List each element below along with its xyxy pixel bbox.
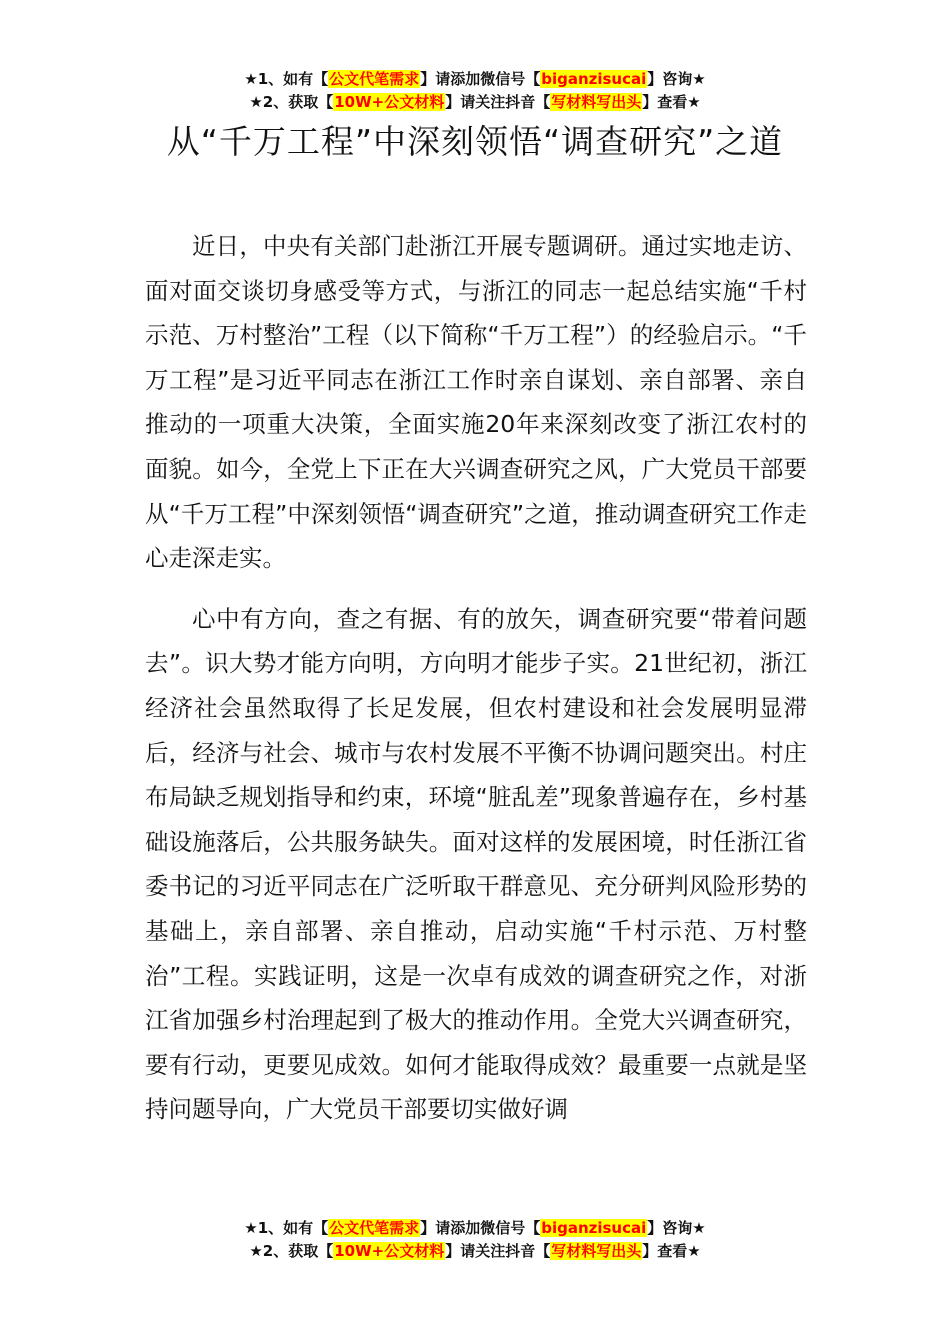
banner-text: 】查看★ [642,1242,701,1260]
banner-text: 】请添加微信号【 [420,1219,541,1237]
banner-text: ★1、如有【 [244,70,329,88]
header-banner-line-1 [0,68,950,91]
body-paragraph-2: 心中有方向，查之有据、有的放矢，调查研究要“带着问题去”。识大势才能方向明，方向明才能步子实。21世纪初，浙江经济社会虽然取得了长足发展，但农村建设和社会发展明显滞后，经济与社会、城市与农村发展不平衡不协调问题突出。村庄布局缺乏规划指导和约束，环境“脏乱差”现象普遍存在，乡村基础设施落后，公共服务缺失。面对这样的发展困境，时任浙江省委书记的习近平同志在广泛听取干群意见、充分研判风险形势的基础上，亲自部署、亲自推动，启动实施“千村示范、万村整治”工程。实践证明，这是一次卓有成效的调查研究之作，对浙江省加强乡村治理起到了极大的推动作用。全党大兴调查研究，要有行动，更要见成效。如何才能取得成效？最重要一点就是坚持问题导向，广大党员干部要切实做好调 [145,604,807,1124]
banner-highlight-materials: 10W+公文材料 [334,93,445,111]
document-body [145,224,807,1132]
banner-highlight-service: 公文代笔需求 [329,1219,420,1237]
footer-banner-line-2 [0,1240,950,1263]
banner-highlight-service: 公文代笔需求 [329,70,420,88]
footer-banner [0,1217,950,1263]
banner-text: 】咨询★ [647,70,706,88]
banner-text: ★2、获取【 [249,93,334,111]
banner-highlight-douyin: 写材料写出头 [551,93,642,111]
banner-highlight-wechat: biganzisucai [541,70,647,88]
banner-highlight-wechat: biganzisucai [541,1219,647,1237]
header-banner-line-2 [0,91,950,114]
banner-text: 】请关注抖音【 [445,1242,551,1260]
banner-text: 】请添加微信号【 [420,70,541,88]
banner-text: 】咨询★ [647,1219,706,1237]
document-title: 从“千万工程”中深刻领悟“调查研究”之道 [166,122,784,161]
banner-text: 】请关注抖音【 [445,93,551,111]
footer-banner-line-1 [0,1217,950,1240]
body-paragraph-1: 近日，中央有关部门赴浙江开展专题调研。通过实地走访、面对面交谈切身感受等方式，与浙江的同志一起总结实施“千村示范、万村整治”工程（以下简称“千万工程”）的经验启示。“千万工程”是习近平同志在浙江工作时亲自谋划、亲自部署、亲自推动的一项重大决策，全面实施20年来深刻改变了浙江农村的面貌。如今，全党上下正在大兴调查研究之风，广大党员干部要从“千万工程”中深刻领悟“调查研究”之道，推动调查研究工作走心走深走实。 [145,232,807,573]
header-banner [0,68,950,114]
banner-text: ★1、如有【 [244,1219,329,1237]
banner-highlight-douyin: 写材料写出头 [551,1242,642,1260]
banner-text: ★2、获取【 [249,1242,334,1260]
banner-text: 】查看★ [642,93,701,111]
banner-highlight-materials: 10W+公文材料 [334,1242,445,1260]
